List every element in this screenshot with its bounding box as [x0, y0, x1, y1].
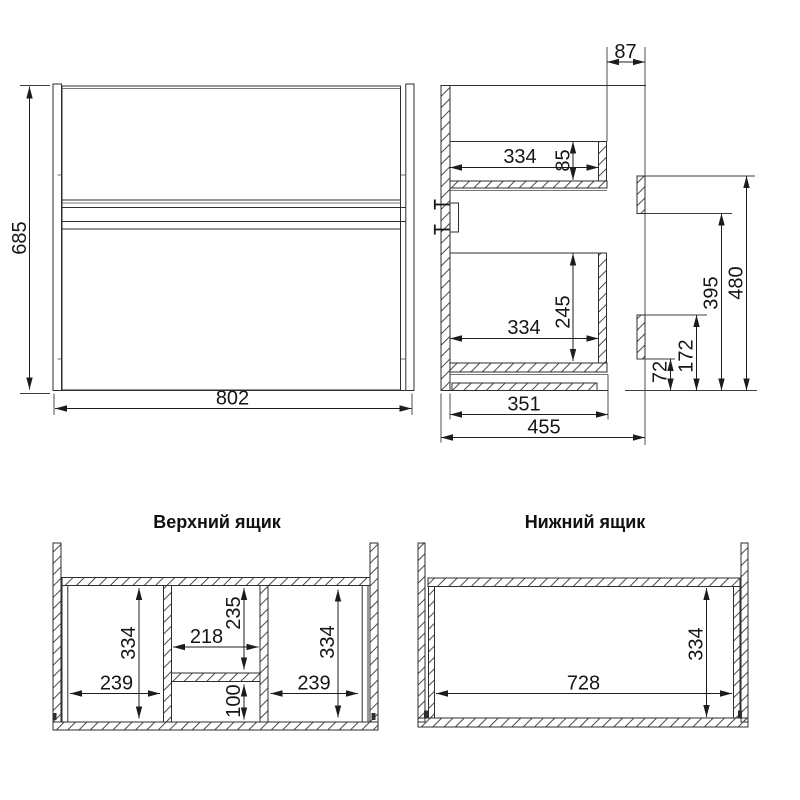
dim-upper-334-85 [450, 142, 599, 181]
dim-label-455: 455 [527, 416, 561, 439]
side-view [434, 41, 757, 445]
lower-drawer-bottom [450, 363, 607, 372]
ud-divider-right [260, 586, 268, 723]
side-rail-block [450, 203, 459, 232]
dim-label-802: 802 [215, 387, 250, 410]
lower-wall-bracket [637, 315, 645, 359]
ud-front-panel [53, 722, 378, 730]
dim-height-685 [9, 86, 50, 394]
dim-label-87: 87 [614, 41, 637, 63]
upper-drawer-view [53, 512, 379, 730]
dim-lower-334-245 [450, 254, 599, 362]
dim-label-ud-334-left: 334 [118, 626, 140, 660]
dim-label-ld-728: 728 [566, 672, 601, 695]
ld-back-panel [428, 578, 740, 587]
dim-label-ud-239-right: 239 [297, 672, 331, 695]
upper-drawer-bottom [450, 181, 607, 188]
dim-offset-87 [607, 41, 645, 63]
ld-right-cabinet-side [741, 543, 748, 722]
ld-left-cabinet-side [418, 543, 425, 722]
front-left-side-panel [53, 84, 62, 391]
ud-back-panel [62, 578, 370, 586]
lower-drawer-view [418, 512, 748, 727]
side-lower-drawer [450, 253, 608, 375]
ud-right-cabinet-side [370, 543, 378, 722]
ud-center-divider [172, 673, 261, 682]
dim-label-ud-334-right: 334 [317, 625, 339, 659]
ud-left-box-wall [62, 586, 68, 723]
dim-label-ud-218: 218 [189, 626, 224, 648]
dim-label-480: 480 [725, 266, 748, 300]
front-drawer-fronts [62, 86, 401, 390]
lower-drawer-title: Нижний ящик [524, 512, 646, 532]
ld-left-box-wall [429, 587, 435, 719]
dim-label-685: 685 [9, 221, 31, 255]
cabinet-bottom-panel [452, 383, 597, 391]
ld-front-panel [418, 718, 748, 727]
dim-depth-351-455 [441, 394, 645, 443]
dim-label-ld-334: 334 [685, 627, 708, 661]
upper-drawer-title: Верхний ящик [153, 512, 281, 532]
dim-label-upper-334: 334 [503, 146, 537, 168]
lower-drawer-front-wall [599, 253, 607, 363]
dim-label-lower-334: 334 [507, 317, 541, 339]
ud-divider-left [164, 586, 172, 723]
dim-label-395: 395 [700, 276, 723, 310]
upper-drawer-front-wall [599, 142, 607, 182]
ld-dims [436, 588, 732, 717]
ud-dims [70, 588, 358, 720]
dim-label-ud-100: 100 [223, 684, 245, 718]
side-back-panel [441, 86, 450, 391]
front-right-side-panel [406, 84, 414, 391]
dim-width-802 [54, 388, 412, 416]
ld-right-box-wall [734, 587, 741, 719]
dim-label-ud-239-left: 239 [99, 672, 134, 695]
dim-label-72: 72 [649, 360, 672, 384]
upper-wall-bracket [637, 176, 645, 214]
dim-label-245: 245 [552, 295, 575, 329]
ud-right-box-wall [362, 586, 368, 723]
ud-left-cabinet-side [53, 543, 61, 722]
front-view [9, 84, 414, 415]
dim-label-ud-235: 235 [223, 596, 245, 630]
dim-label-172: 172 [675, 339, 698, 373]
dim-label-85: 85 [552, 149, 575, 172]
dim-label-351: 351 [507, 393, 541, 416]
